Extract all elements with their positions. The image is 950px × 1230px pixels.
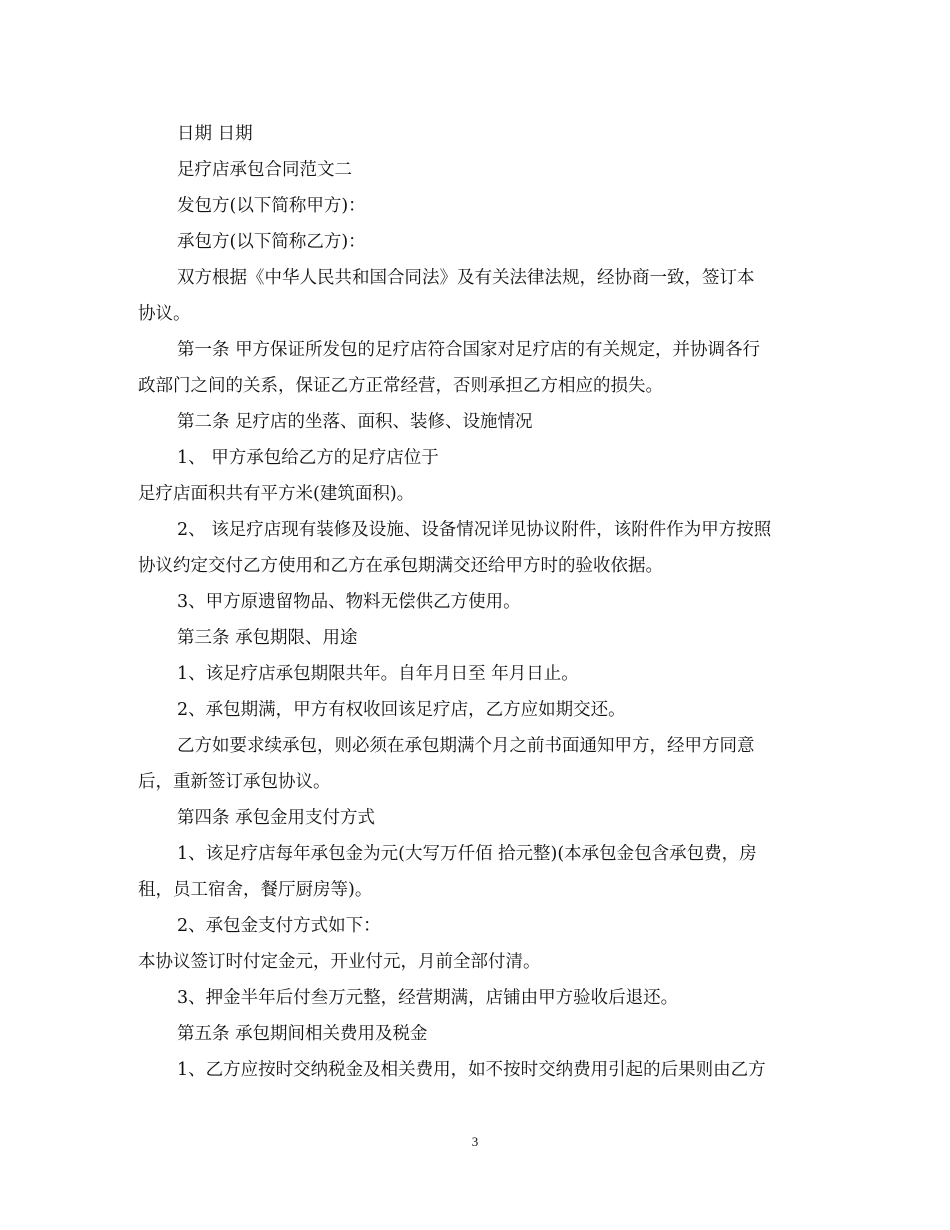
- text-line: 第二条 足疗店的坐落、面积、装修、设施情况: [177, 412, 533, 432]
- text-line: 1、乙方应按时交纳税金及相关费用，如不按时交纳费用引起的后果则由乙方: [177, 1060, 766, 1080]
- text-line: 2、承包期满，甲方有权收回该足疗店，乙方应如期交还。: [177, 700, 626, 720]
- text-line: 足疗店面积共有平方米(建筑面积)。: [138, 484, 415, 504]
- text-line: 协议约定交付乙方使用和乙方在承包期满交还给甲方时的验收依据。: [138, 556, 663, 576]
- text-line: 1、该足疗店每年承包金为元(大写万仟佰 拾元整)(本承包金包含承包费，房: [177, 844, 757, 864]
- document-body: [138, 116, 803, 1088]
- text-line: 双方根据《中华人民共和国合同法》及有关法律法规，经协商一致，签订本: [177, 268, 755, 288]
- text-line: 3、押金半年后付叁万元整，经营期满，店铺由甲方验收后退还。: [177, 988, 679, 1008]
- text-line: 政部门之间的关系，保证乙方正常经营，否则承担乙方相应的损失。: [138, 376, 663, 396]
- text-line: 第四条 承包金用支付方式: [177, 808, 376, 828]
- text-line: 本协议签订时付定金元，开业付元，月前全部付清。: [138, 952, 541, 972]
- text-line: 第三条 承包期限、用途: [177, 628, 358, 648]
- text-line: 日期 日期: [177, 124, 253, 144]
- text-line: 2、 该足疗店现有装修及设施、设备情况详见协议附件，该附件作为甲方按照: [177, 520, 772, 540]
- text-line: 2、承包金支付方式如下：: [177, 916, 381, 936]
- text-line: 足疗店承包合同范文二: [177, 160, 352, 180]
- text-line: 1、 甲方承包给乙方的足疗店位于: [177, 448, 439, 468]
- text-line: 后，重新签订承包协议。: [138, 772, 331, 792]
- text-line: 发包方(以下简称甲方)：: [177, 196, 366, 216]
- page-number: 3: [471, 1134, 479, 1149]
- text-line: 承包方(以下简称乙方)：: [177, 232, 366, 252]
- text-line: 乙方如要求续承包，则必须在承包期满个月之前书面通知甲方，经甲方同意: [177, 736, 755, 756]
- text-line: 协议。: [138, 304, 191, 324]
- text-line: 租，员工宿舍，餐厅厨房等)。: [138, 880, 373, 900]
- text-line: 1、该足疗店承包期限共年。自年月日至 年月日止。: [177, 664, 579, 684]
- text-line: 第一条 甲方保证所发包的足疗店符合国家对足疗店的有关规定，并协调各行: [177, 340, 761, 360]
- text-line: 第五条 承包期间相关费用及税金: [177, 1024, 428, 1044]
- text-line: 3、甲方原遗留物品、物料无偿供乙方使用。: [177, 592, 521, 612]
